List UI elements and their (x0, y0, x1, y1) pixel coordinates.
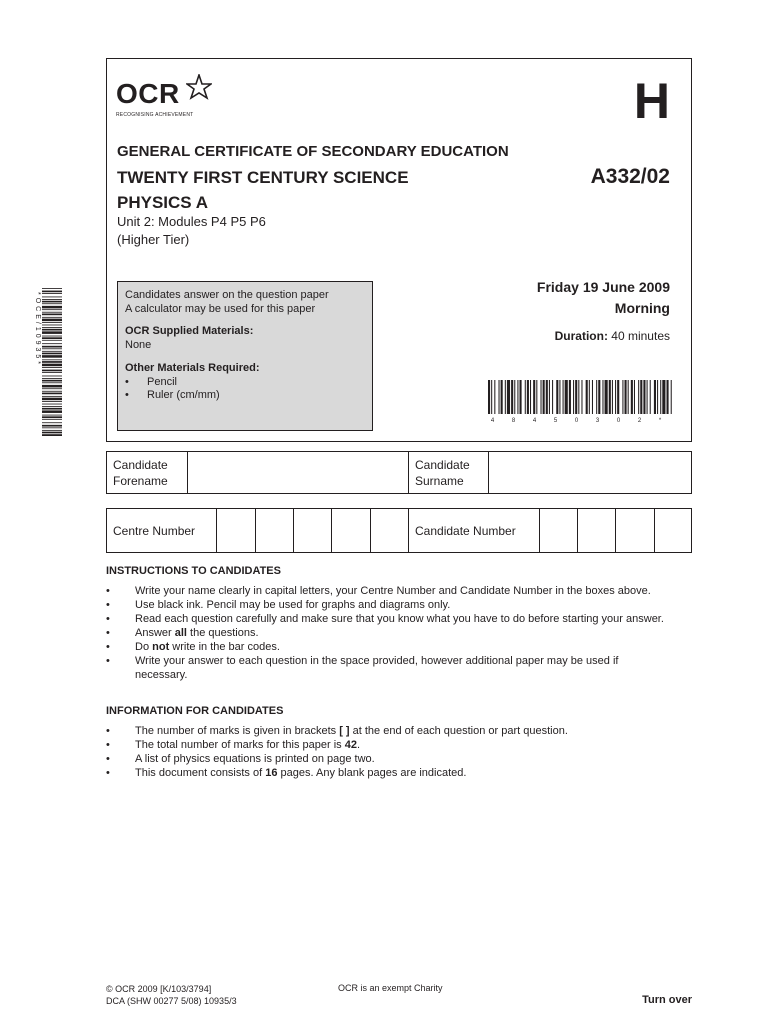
list-item-continuation: necessary. (135, 669, 188, 681)
ocr-wordmark: OCR (116, 78, 180, 109)
materials-info-box (117, 281, 373, 431)
footer-copyright (106, 983, 237, 1007)
candidate-number-digit-box[interactable] (577, 509, 615, 552)
duration-value: 40 minutes (607, 329, 670, 343)
bullet-icon: • (106, 627, 110, 639)
charity-note: OCR is an exempt Charity (338, 983, 443, 993)
duration-label: Duration: (554, 329, 608, 343)
instructions-heading: INSTRUCTIONS TO CANDIDATES (106, 565, 281, 577)
bullet-icon: • (125, 376, 129, 388)
material-item: Pencil (147, 376, 177, 388)
turn-over-label: Turn over (642, 994, 692, 1006)
surname-field[interactable] (488, 452, 692, 493)
bullet-icon: • (106, 767, 110, 779)
info-line-2: A calculator may be used for this paper (125, 303, 316, 315)
centre-number-digit-box[interactable] (255, 509, 293, 552)
centre-number-label: Centre Number (113, 524, 196, 538)
copyright-line-2: DCA (SHW 00277 5/08) 10935/3 (106, 996, 237, 1006)
bullet-icon: • (106, 739, 110, 751)
course-title: TWENTY FIRST CENTURY SCIENCE (117, 168, 409, 187)
other-materials-heading: Other Materials Required: (125, 362, 260, 374)
tier-line: (Higher Tier) (117, 232, 190, 247)
qualification-title: GENERAL CERTIFICATE OF SECONDARY EDUCATION (117, 143, 509, 160)
information-heading: INFORMATION FOR CANDIDATES (106, 705, 284, 717)
logo-tagline: RECOGNISING ACHIEVEMENT (116, 112, 194, 118)
forename-field[interactable] (187, 452, 408, 493)
instructions-list: • Write your name clearly in capital letters, your Centre Number and Candidate Number in the boxes above. • Use black ink. Pencil may be used for graphs and diagrams only. • Read each question carefully and make sure that you know what you have to do before starting your answer. • Answer all the questions. • Do not write in the bar codes. • Write your answer to each question in the space provided, however additional paper may be used if necessary. (106, 585, 664, 681)
tier-letter: H (633, 73, 670, 129)
copyright-line-1: © OCR 2009 [K/103/3794] (106, 984, 212, 994)
exam-date: Friday 19 June 2009 (536, 279, 670, 295)
bullet-icon: • (106, 753, 110, 765)
candidate-number-digit-box[interactable] (539, 509, 577, 552)
divider (408, 509, 409, 552)
barcode-main (488, 380, 672, 424)
info-line-1: Candidates answer on the question paper (125, 289, 329, 301)
bullet-icon: • (106, 585, 110, 597)
side-barcode-text: *OCE/10935* (34, 292, 41, 368)
divider (408, 452, 409, 493)
star-icon (186, 74, 212, 100)
supplied-materials-heading: OCR Supplied Materials: (125, 325, 254, 337)
candidate-number-row (106, 508, 692, 553)
information-list: • The number of marks is given in brackets [ ] at the end of each question or part question. • The total number of marks for this paper is 42. • A list of physics equations is printed on page two. • This document consists of 16 pages. Any blank pages are indicated. (106, 725, 568, 779)
bullet-icon: • (106, 655, 110, 667)
candidate-number-digit-box[interactable] (654, 509, 692, 552)
bullet-icon: • (125, 389, 129, 401)
centre-number-digit-box[interactable] (293, 509, 331, 552)
surname-label: Candidate Surname (415, 458, 470, 488)
unit-line: Unit 2: Modules P4 P5 P6 (117, 214, 266, 229)
paper-code: A332/02 (590, 165, 670, 188)
barcode-digits: 4 8 4 5 0 3 0 2 * (490, 418, 670, 424)
centre-number-digit-box[interactable] (216, 509, 255, 552)
exam-session: Morning (614, 300, 670, 316)
bullet-icon: • (106, 613, 110, 625)
bullet-icon: • (106, 599, 110, 611)
ocr-logo (116, 74, 226, 122)
centre-number-digit-box[interactable] (370, 509, 408, 552)
material-item: Ruler (cm/mm) (147, 389, 220, 401)
exam-duration (555, 329, 670, 343)
candidate-number-digit-box[interactable] (615, 509, 654, 552)
forename-label: Candidate Forename (113, 458, 168, 488)
subject-title: PHYSICS A (117, 193, 209, 212)
candidate-name-row (106, 451, 692, 494)
barcode-side (32, 288, 64, 436)
supplied-materials-value: None (125, 339, 152, 351)
bullet-icon: • (106, 725, 110, 737)
candidate-number-label: Candidate Number (415, 524, 516, 538)
bullet-icon: • (106, 641, 110, 653)
centre-number-digit-box[interactable] (331, 509, 370, 552)
